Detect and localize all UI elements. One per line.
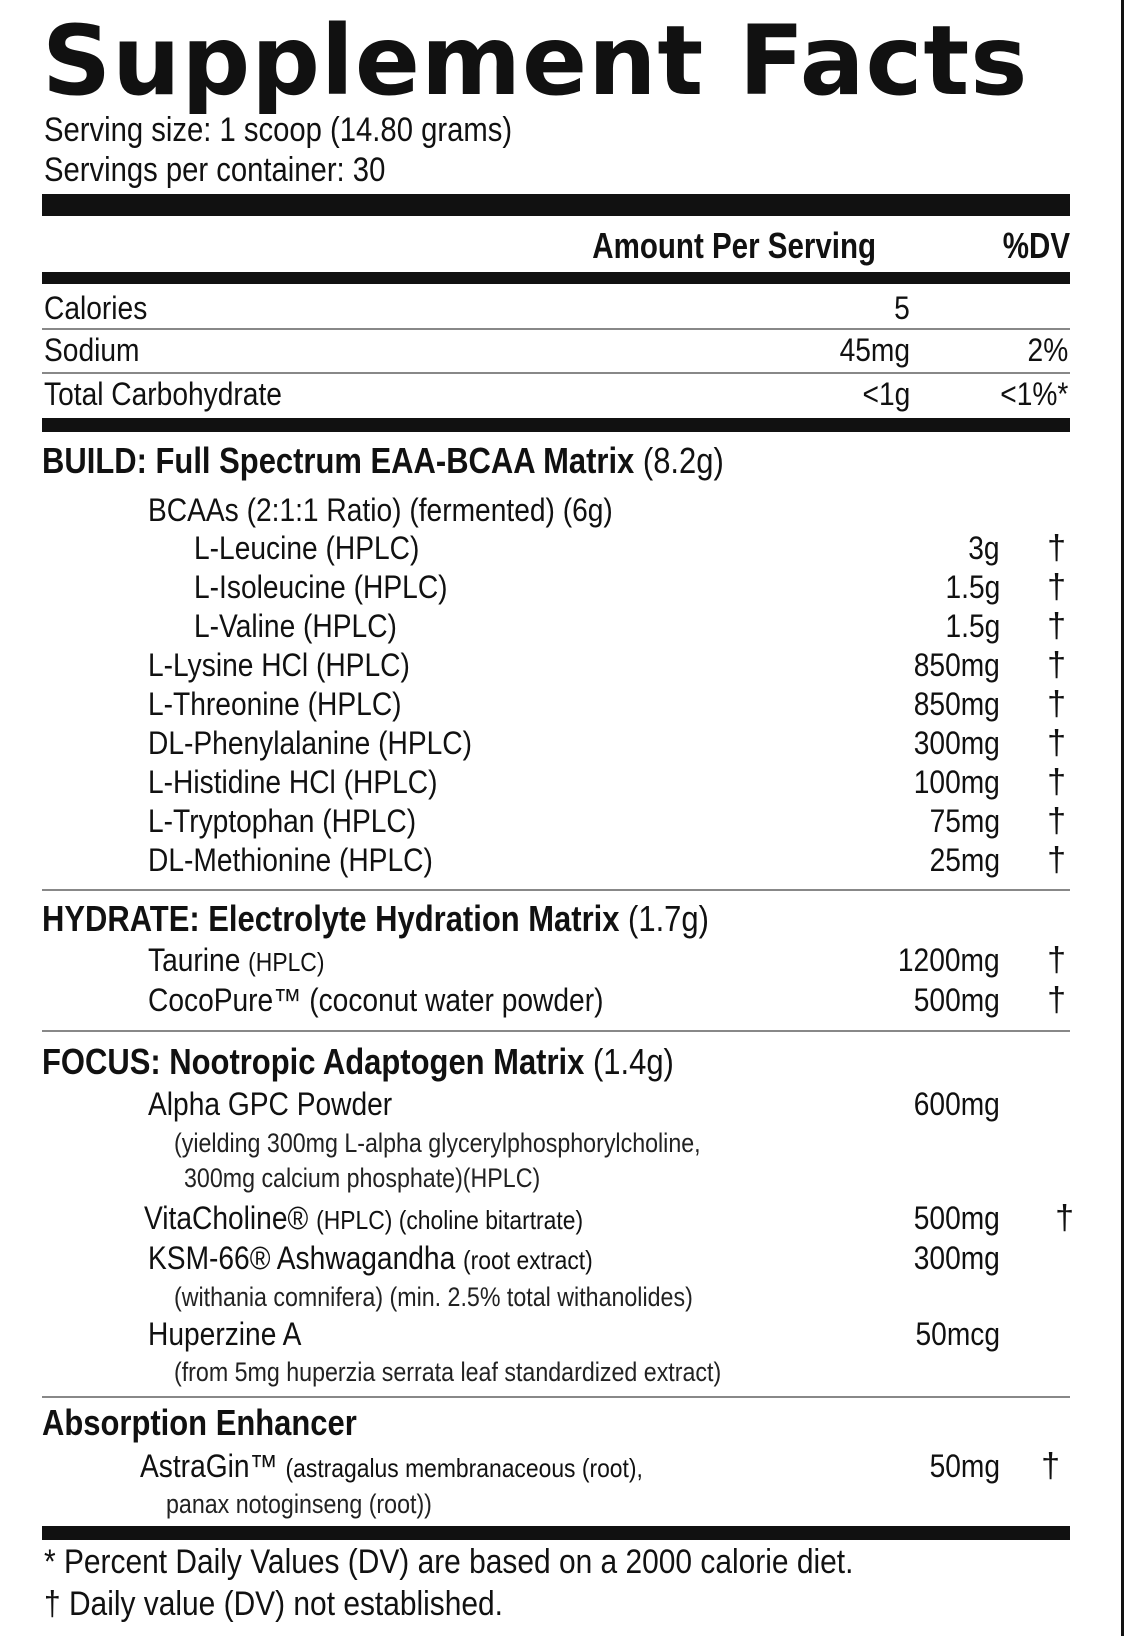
dagger-mark: † [1047, 941, 1066, 979]
ingredient-amount: 850mg [913, 647, 1000, 683]
section-divider [42, 1396, 1070, 1398]
ingredient-amount: 500mg [913, 1200, 1000, 1236]
ingredient-row [0, 567, 1124, 607]
ingredient-amount: 50mcg [915, 1316, 1000, 1352]
ingredient-row [0, 645, 1124, 685]
nutrient-amount: 45mg [839, 332, 910, 368]
ingredient-name: L-Leucine (HPLC) [194, 530, 420, 566]
ingredient-name: L-Threonine (HPLC) [148, 686, 402, 722]
ingredient-row [0, 723, 1124, 763]
ingredient-name: L-Isoleucine (HPLC) [194, 569, 448, 605]
section-title-bold: FOCUS: Nootropic Adaptogen Matrix [42, 1041, 585, 1082]
ingredient-amount: 50mg [929, 1448, 1000, 1484]
section-title-bold: Absorption Enhancer [42, 1402, 357, 1443]
absorption-section-title [42, 1402, 357, 1444]
servings-per-container: Servings per container: 30 [44, 151, 386, 189]
section-divider [42, 1030, 1070, 1032]
ingredient-name [148, 1238, 593, 1280]
ingredient-label: AstraGin™ [140, 1448, 278, 1484]
ingredient-row [0, 1084, 1124, 1124]
ingredient-row [0, 1238, 1124, 1278]
ingredient-row [0, 1446, 1124, 1486]
label-title: Supplement Facts [42, 5, 1029, 117]
ingredient-name: DL-Phenylalanine (HPLC) [148, 725, 472, 761]
ingredient-name: L-Histidine HCl (HPLC) [148, 764, 438, 800]
ingredient-note: (HPLC) [248, 947, 325, 977]
dagger-mark: † [1047, 607, 1066, 645]
ingredient-row [0, 980, 1124, 1020]
bcaa-label-row [0, 490, 1124, 530]
ingredient-subnote: (from 5mg huperzia serrata leaf standardized extract) [174, 1357, 722, 1387]
ingredient-name: Alpha GPC Powder [148, 1086, 393, 1122]
nutrient-row-sodium [0, 330, 1124, 370]
ingredient-subnote: 300mg calcium phosphate)(HPLC) [184, 1163, 541, 1193]
ingredient-subnote: (yielding 300mg L-alpha glycerylphosphorylcholine, [174, 1128, 701, 1158]
ingredient-row [0, 840, 1124, 880]
medium-divider [42, 1526, 1070, 1540]
section-title-bold: HYDRATE: Electrolyte Hydration Matrix [42, 898, 620, 939]
ingredient-amount: 600mg [913, 1086, 1000, 1122]
bcaa-label: BCAAs (2:1:1 Ratio) (fermented) (6g) [148, 492, 613, 528]
medium-divider [42, 272, 1070, 284]
section-divider [42, 889, 1070, 891]
ingredient-amount: 1.5g [945, 608, 1000, 644]
ingredient-amount: 850mg [913, 686, 1000, 722]
nutrient-name: Total Carbohydrate [44, 376, 282, 412]
ingredient-row [0, 528, 1124, 568]
ingredient-amount: 3g [968, 530, 1000, 566]
dagger-mark: † [1047, 763, 1066, 801]
nutrient-row-calories [0, 288, 1124, 328]
ingredient-subnote: panax notoginseng (root)) [166, 1489, 432, 1519]
ingredient-label: KSM-66® Ashwagandha [148, 1240, 456, 1276]
hydrate-section-title [42, 898, 709, 940]
nutrient-row-carbohydrate [0, 374, 1124, 414]
ingredient-note: (HPLC) (choline bitartrate) [316, 1205, 584, 1235]
ingredient-amount: 100mg [913, 764, 1000, 800]
dv-header: %DV [1002, 225, 1070, 266]
ingredient-name: L-Tryptophan (HPLC) [148, 803, 417, 839]
ingredient-row [0, 684, 1124, 724]
nutrient-amount: <1g [862, 376, 910, 412]
ingredient-name: L-Valine (HPLC) [194, 608, 397, 644]
dagger-mark: † [1047, 529, 1066, 567]
focus-section-title [42, 1041, 674, 1083]
dagger-mark: † [1047, 724, 1066, 762]
ingredient-row [0, 940, 1124, 980]
section-title-weight: (1.7g) [619, 898, 709, 939]
section-title-weight: (8.2g) [634, 440, 724, 481]
nutrient-name: Sodium [44, 332, 140, 368]
ingredient-name [148, 940, 324, 982]
ingredient-amount: 300mg [913, 1240, 1000, 1276]
ingredient-amount: 1200mg [898, 942, 1000, 978]
ingredient-row [0, 801, 1124, 841]
serving-size: Serving size: 1 scoop (14.80 grams) [44, 111, 513, 149]
dagger-mark: † [1055, 1199, 1074, 1237]
ingredient-note: (astragalus membranaceous (root), [285, 1453, 643, 1483]
ingredient-label: VitaCholine® [144, 1200, 309, 1236]
dagger-mark: † [1047, 981, 1066, 1019]
ingredient-row [0, 1198, 1124, 1238]
dagger-mark: † [1047, 841, 1066, 879]
dagger-mark: † [1047, 568, 1066, 606]
build-section-title [42, 440, 724, 482]
ingredient-amount: 1.5g [945, 569, 1000, 605]
ingredient-name: CocoPure™ (coconut water powder) [148, 982, 604, 1018]
ingredient-amount: 25mg [929, 842, 1000, 878]
ingredient-amount: 300mg [913, 725, 1000, 761]
ingredient-row [0, 762, 1124, 802]
dagger-mark: † [1047, 646, 1066, 684]
dagger-mark: † [1047, 802, 1066, 840]
ingredient-label: Taurine [148, 942, 241, 978]
ingredient-name: L-Lysine HCl (HPLC) [148, 647, 410, 683]
ingredient-name [144, 1198, 583, 1240]
ingredient-name: DL-Methionine (HPLC) [148, 842, 433, 878]
dagger-mark: † [1047, 685, 1066, 723]
ingredient-name [140, 1446, 643, 1488]
ingredient-name: Huperzine A [148, 1316, 302, 1352]
section-title-bold: BUILD: Full Spectrum EAA-BCAA Matrix [42, 440, 635, 481]
thick-divider [42, 194, 1070, 216]
nutrient-dv: 2% [1027, 332, 1068, 368]
nutrient-dv: <1%* [999, 376, 1068, 412]
footnote-dv: * Percent Daily Values (DV) are based on a 2000 calorie diet. [44, 1543, 854, 1581]
ingredient-subnote: (withania comnifera) (min. 2.5% total withanolides) [174, 1282, 693, 1312]
ingredient-row [0, 606, 1124, 646]
medium-divider [42, 418, 1070, 432]
section-title-weight: (1.4g) [584, 1041, 674, 1082]
dagger-mark: † [1041, 1447, 1060, 1485]
amount-per-serving-header: Amount Per Serving [592, 225, 876, 266]
nutrient-amount: 5 [894, 290, 910, 326]
column-header-row [0, 226, 1124, 266]
ingredient-note: (root extract) [463, 1245, 593, 1275]
nutrient-name: Calories [44, 290, 148, 326]
ingredient-row [0, 1314, 1124, 1354]
ingredient-amount: 500mg [913, 982, 1000, 1018]
ingredient-amount: 75mg [929, 803, 1000, 839]
footnote-dagger: † Daily value (DV) not established. [44, 1585, 504, 1623]
